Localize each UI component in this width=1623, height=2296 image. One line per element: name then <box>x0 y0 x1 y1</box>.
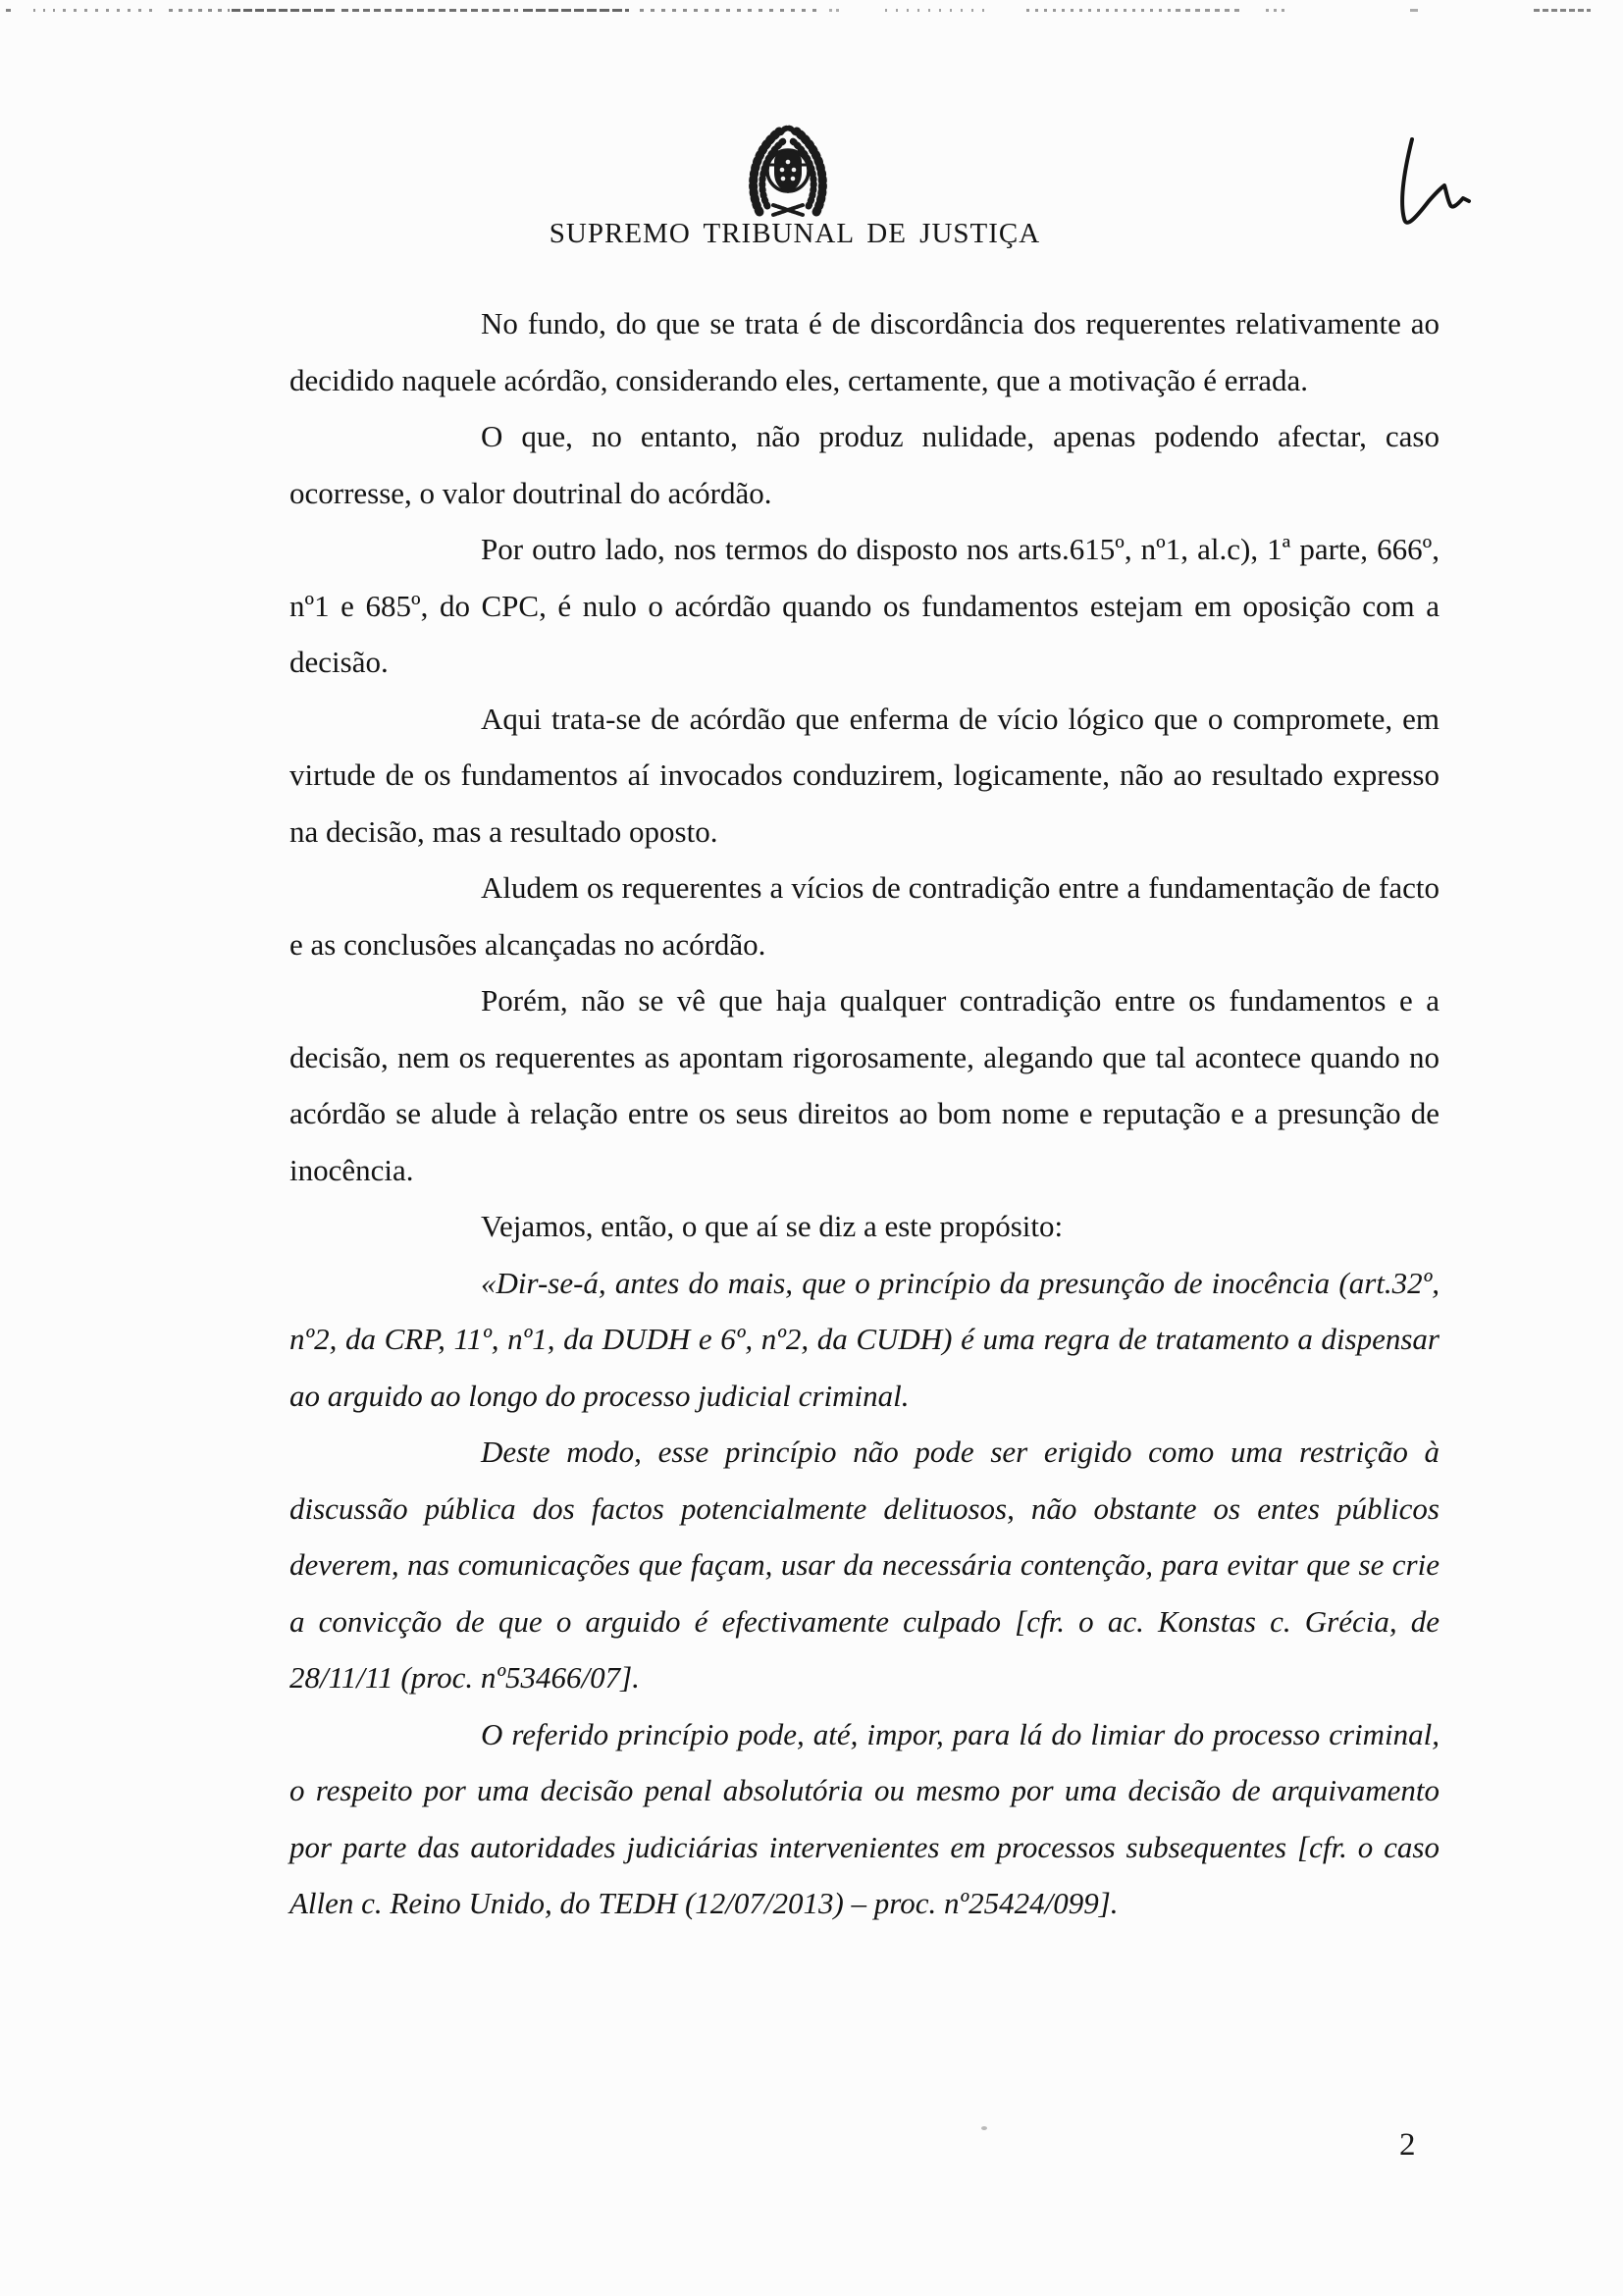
court-title: SUPREMO TRIBUNAL DE JUSTIÇA <box>549 218 1041 249</box>
paragraph: Por outro lado, nos termos do disposto nos arts.615º, nº1, al.c), 1ª parte, 666º, nº1 e 685º, do CPC, é nulo o acórdão quando os fundamentos estejam em oposição com a decisão. <box>289 532 1440 679</box>
ink-speck-artifact <box>981 2126 987 2130</box>
noise-dash <box>523 9 629 12</box>
noise-dash <box>829 9 841 12</box>
paragraph: Vejamos, então, o que aí se diz a este propósito: <box>481 1209 1064 1243</box>
noise-dash <box>169 9 230 12</box>
paragraph: O referido princípio pode, até, impor, para lá do limiar do processo criminal, o respeito por uma decisão penal absolutória ou mesmo por uma decisão de arquivamento por parte das autoridades judiciárias intervenientes em processos subsequentes [cfr. o caso Allen c. Reino Unido, do TEDH (12/07/2013) – proc. nº25424/099]. <box>289 1716 1440 1920</box>
handwritten-initial-icon <box>1389 133 1483 243</box>
noise-dash <box>1026 9 1174 12</box>
noise-dash <box>63 9 156 12</box>
paragraph: Aludem os requerentes a vícios de contradição entre a fundamentação de facto e as conclusões alcançadas no acórdão. <box>289 870 1440 962</box>
paragraph: Aqui trata-se de acórdão que enferma de vício lógico que o compromete, em virtude de os fundamentos aí invocados conduzirem, logicamente, não ao resultado expresso na decisão, mas a resultado oposto. <box>289 701 1440 849</box>
coat-of-arms-icon <box>730 120 846 222</box>
noise-dash <box>1410 9 1418 12</box>
noise-dash <box>885 9 988 12</box>
noise-dash <box>640 9 816 12</box>
noise-dash <box>341 9 518 12</box>
paragraph: O que, no entanto, não produz nulidade, apenas podendo afectar, caso ocorresse, o valor doutrinal do acórdão. <box>289 419 1440 510</box>
noise-dash <box>232 9 335 12</box>
document-body <box>289 295 1440 1932</box>
paragraph: No fundo, do que se trata é de discordância dos requerentes relativamente ao decidido naquele acórdão, considerando eles, certamente, que a motivação é errada. <box>289 306 1440 397</box>
paragraph: Porém, não se vê que haja qualquer contradição entre os fundamentos e a decisão, nem os requerentes as apontam rigorosamente, alegando que tal acontece quando no acórdão se alude à relação entre os seus direitos ao bom nome e reputação e a presunção de inocência. <box>289 983 1440 1187</box>
noise-dash <box>1534 9 1591 12</box>
noise-dash <box>6 9 11 12</box>
page-number: 2 <box>1399 2127 1416 2163</box>
noise-dash <box>1176 9 1242 12</box>
noise-dash <box>33 9 59 12</box>
paragraph: Deste modo, esse princípio não pode ser erigido como uma restrição à discussão pública dos factos potencialmente delituosos, não obstante os entes públicos deverem, nas comunicações que façam, usar da necessária contenção, para evitar que se crie a convicção de que o arguido é efectivamente culpado [cfr. o ac. Konstas c. Grécia, de 28/11/11 (proc. nº53466/07]. <box>289 1435 1440 1695</box>
noise-dash <box>1266 9 1287 12</box>
paragraph: «Dir-se-á, antes do mais, que o princípio da presunção de inocência (art.32º, nº2, da CRP, 11º, nº1, da DUDH e 6º, nº2, da CUDH) é uma regra de tratamento a dispensar ao arguido ao longo do processo judicial criminal. <box>289 1265 1440 1413</box>
